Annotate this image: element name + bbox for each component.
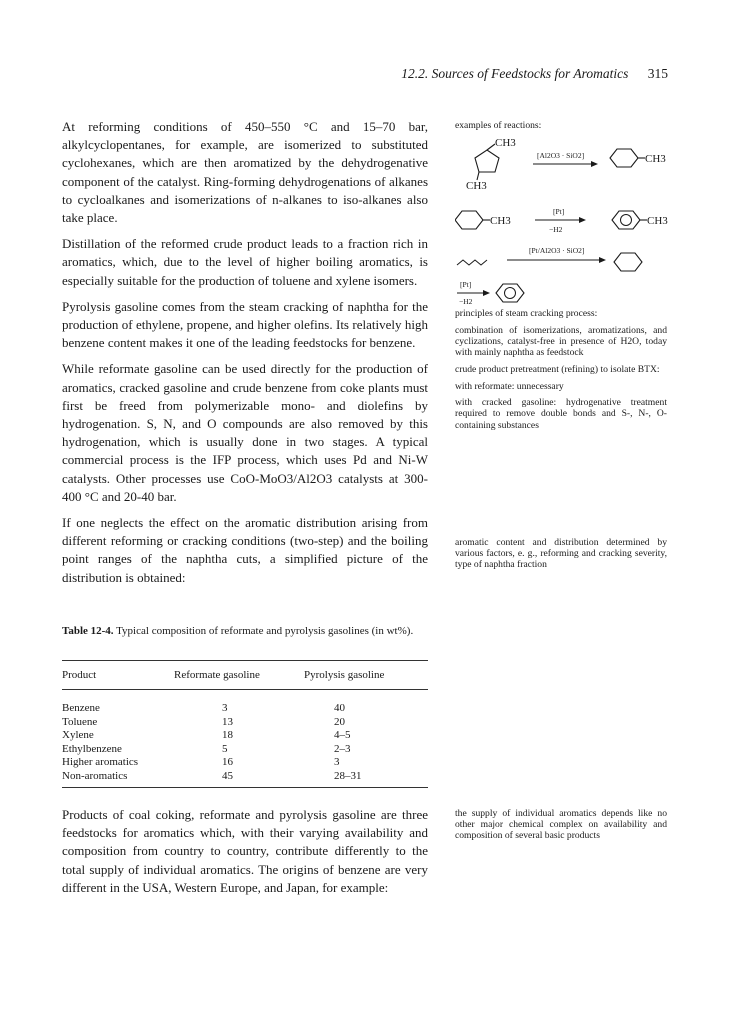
pretreatment-heading: crude product pretreatment (refining) to isolate BTX: <box>455 363 660 375</box>
running-title: 12.2. Sources of Feedstocks for Aromatics <box>401 66 629 81</box>
steam-cracking-text: combination of isomerizations, aromatizations, and cyclizations, catalyst-free in presence of H2O, today with mainly naphtha as feedstock <box>455 324 667 359</box>
composition-table <box>62 660 428 788</box>
table-row <box>62 729 428 743</box>
column-header-product: Product <box>62 669 97 681</box>
methyl-label: CH3 <box>645 153 666 165</box>
table-caption-text: Typical composition of reformate and pyrolysis gasolines (in wt%). <box>116 625 414 637</box>
table-row <box>62 770 428 788</box>
reaction2-byproduct: −H2 <box>549 225 563 234</box>
sidebar-distribution-note: aromatic content and distribution determined by various factors, e. g., reforming and cracking severity, type of naphtha fraction <box>455 537 667 571</box>
table-header-row <box>62 661 428 690</box>
toluene-structure <box>612 211 668 229</box>
table-row <box>62 690 428 716</box>
reaction4-catalyst: [Pt] <box>460 280 472 289</box>
methyl-label: CH3 <box>466 180 487 192</box>
methylcyclohexane-structure <box>455 211 511 229</box>
cell-pyrolysis: 28–31 <box>334 769 362 782</box>
cell-product: Higher aromatics <box>62 756 139 768</box>
cell-reformate: 13 <box>222 715 233 728</box>
cell-pyrolysis: 40 <box>334 702 345 714</box>
reaction2-catalyst: [Pt] <box>553 207 565 216</box>
cell-product: Xylene <box>62 729 94 741</box>
n-hexane-chain <box>457 260 487 265</box>
cyclohexane-structure <box>614 253 642 271</box>
cell-reformate: 5 <box>222 742 228 755</box>
reformate-note: with reformate: unnecessary <box>455 380 564 392</box>
cell-pyrolysis: 2–3 <box>334 742 351 755</box>
paragraph-feedstock-supply: Products of coal coking, reformate and pyrolysis gasoline are three feedstocks for aromatics which, with their varying availability and composition from country to country, contribute differently to the total supply of individual aromatics. The origins of benzene are very different in the USA, Western Europe, and Japan, for example: <box>62 807 428 895</box>
main-text-lower <box>62 806 428 905</box>
methyl-label: CH3 <box>647 215 668 227</box>
cell-pyrolysis: 20 <box>334 715 345 728</box>
cell-product: Toluene <box>62 715 98 728</box>
table-caption-label: Table 12-4. <box>62 625 114 637</box>
methyl-label: CH3 <box>490 215 511 227</box>
reaction-scheme <box>455 136 670 306</box>
paragraph-reforming: At reforming conditions of 450–550 °C and 15–70 bar, alkylcyclopentanes, for example, are isomerized to substituted cyclohexanes, which are then aromatized by the dehydrogenative component of the catalyst. Ring-forming dehydrogenations of alkanes to cycloalkanes and isomerizations of n-alkanes to iso-alkanes also take place. <box>62 119 428 226</box>
paragraph-distillation: Distillation of the reformed crude product leads to a fraction rich in aromatics, which, due to the level of higher boiling aromatics, is especially suitable for the production of toluene and xylene isomers. <box>62 236 428 288</box>
cracked-gasoline-note: with cracked gasoline: hydrogenative treatment required to remove double bonds and S-, N-, O-containing substances <box>455 397 667 431</box>
cell-product: Benzene <box>62 702 100 714</box>
page-number: 315 <box>647 66 668 81</box>
sidebar-reactions-heading: examples of reactions: <box>455 120 542 131</box>
table-row <box>62 743 428 757</box>
reaction3-catalyst: [Pt/Al2O3 · SiO2] <box>529 246 585 255</box>
running-head <box>320 66 668 82</box>
cell-pyrolysis: 3 <box>334 756 340 768</box>
reaction1-catalyst: [Al2O3 · SiO2] <box>537 151 585 160</box>
table-row <box>62 756 428 770</box>
benzene-structure <box>496 284 524 302</box>
cell-reformate: 18 <box>222 729 233 741</box>
cell-reformate: 3 <box>222 702 228 714</box>
sidebar-notes-middle <box>455 308 667 436</box>
cell-product: Non-aromatics <box>62 769 128 782</box>
paragraph-pyrolysis: Pyrolysis gasoline comes from the steam cracking of naphtha for the production of ethylene, propene, and higher olefins. Its relatively high benzene content makes it one of the leading feedstocks for benzene. <box>62 298 428 351</box>
column-header-pyrolysis: Pyrolysis gasoline <box>304 669 385 681</box>
table-caption <box>62 624 428 638</box>
table-row <box>62 716 428 730</box>
methyl-label: CH3 <box>495 137 516 149</box>
paragraph-hydrogenation: While reformate gasoline can be used directly for the production of aromatics, cracked gasoline and crude benzene from coke plants must first be freed from polymerizable mono- and diolefins by hydrogenation. S, N, and O compounds are also removed by this hydrogenation, which is usually done in two stages. A typical commercial process is the IFP process, which uses Pd and Ni-W catalysts. Other processes use CoO-MoO3/Al2O3 catalysts at 300-400 °C and 20-40 bar. <box>62 361 428 504</box>
paragraph-distribution: If one neglects the effect on the aromatic distribution arising from different reforming or cracking conditions (two-step) and the boiling point ranges of the naphtha cuts, a simplified picture of the distribution is obtained: <box>62 515 428 585</box>
dimethylcyclopentane-structure <box>466 137 516 192</box>
methylcyclohexane-structure <box>610 149 666 167</box>
cell-reformate: 45 <box>222 769 233 782</box>
reaction4-byproduct: −H2 <box>459 297 473 306</box>
cell-product: Ethylbenzene <box>62 742 122 755</box>
cell-reformate: 16 <box>222 756 233 768</box>
steam-cracking-heading: principles of steam cracking process: <box>455 308 598 319</box>
column-header-reformate: Reformate gasoline <box>174 669 260 681</box>
main-text-upper <box>62 118 428 595</box>
sidebar-supply-note: the supply of individual aromatics depends like no other major chemical complex on availability and composition of several basic products <box>455 808 667 842</box>
cell-pyrolysis: 4–5 <box>334 729 351 741</box>
